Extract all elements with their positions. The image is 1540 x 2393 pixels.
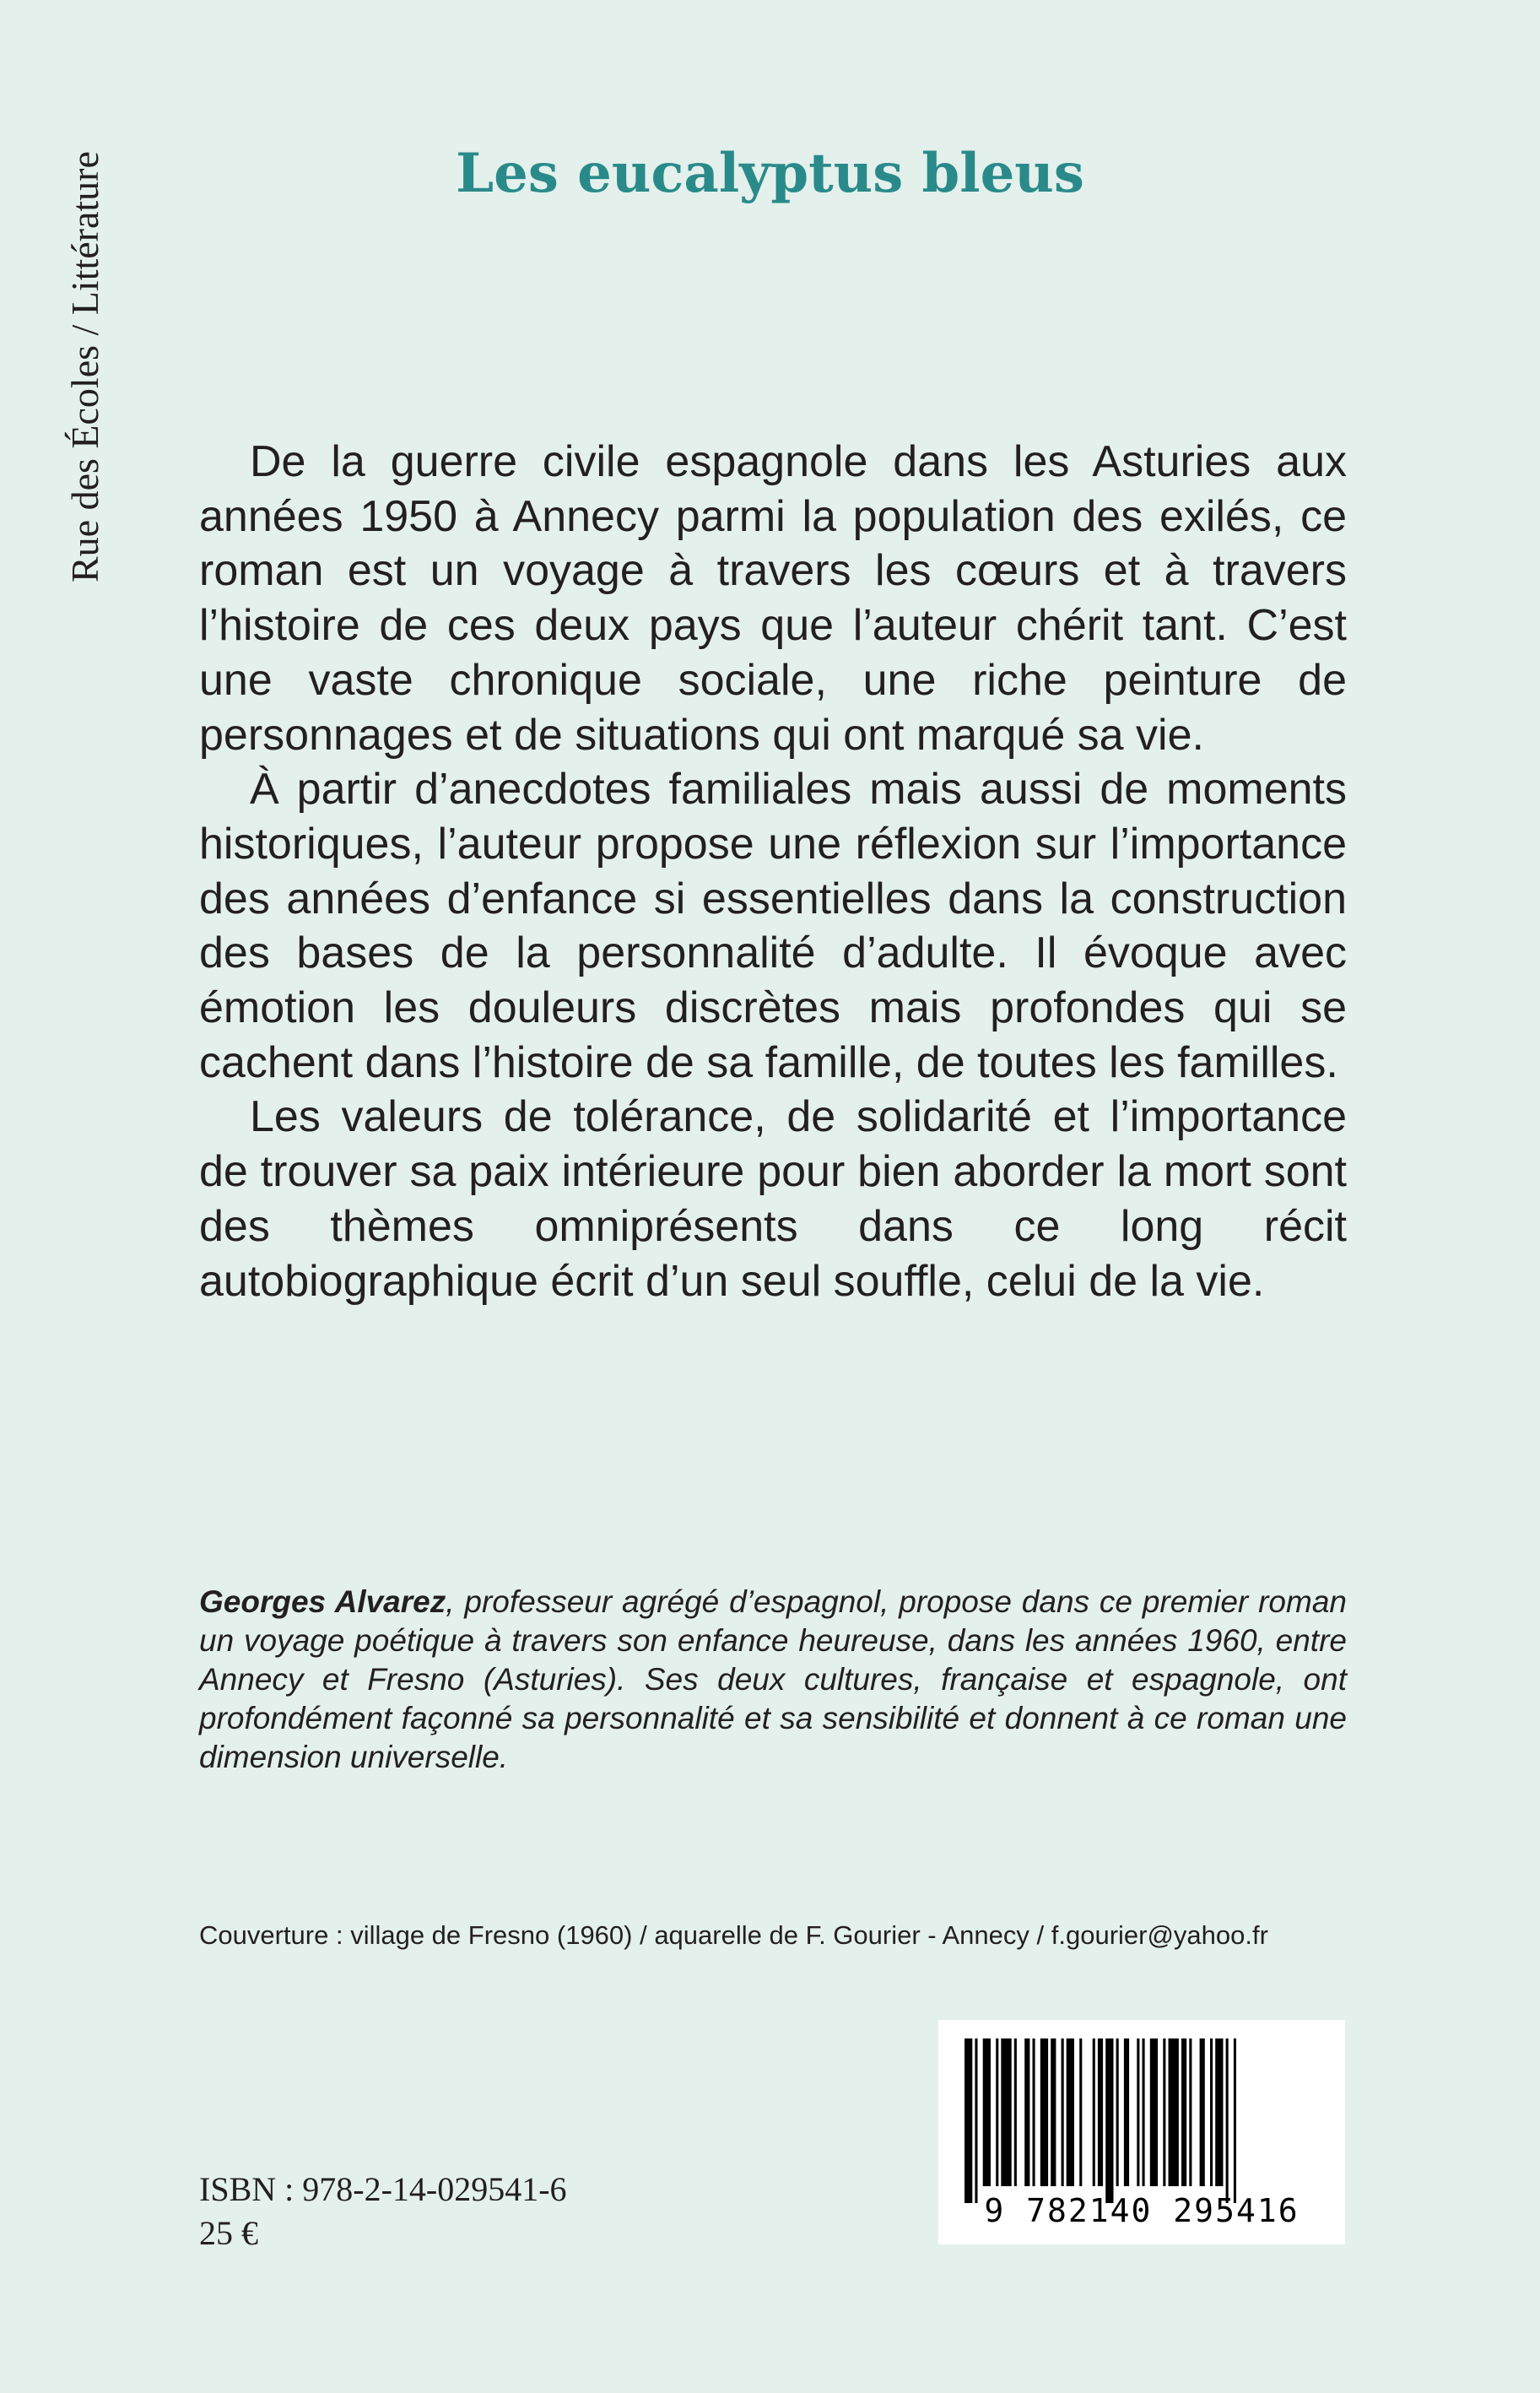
barcode-bar: [1040, 2038, 1048, 2186]
barcode-bar: [1067, 2038, 1074, 2186]
barcode-bar: [1210, 2038, 1213, 2186]
barcode-bar: [1014, 2038, 1017, 2186]
book-title: Les eucalyptus bleus: [456, 142, 1084, 205]
author-bio-text: , professeur agrégé d’espagnol, propose dans ce premier roman un voyage poétique à travers son enfance heureuse, dans les années 1960, entre Annecy et Fresno (Asturies). Ses deux cultures, française et espagnole, ont profondément façonné sa personnalité et sa sensibilité et donnent à ce roman une dimension universelle.: [199, 1584, 1347, 1774]
summary-paragraph: De la guerre civile espagnole dans les Asturies aux années 1950 à Annecy parmi la population des exilés, ce roman est un voyage à travers les cœurs et à travers l’histoire de ces deux pays que l’auteur chérit tant. C’est une vaste chronique sociale, une riche peinture de personnages et de situations qui ont marqué sa vie.: [199, 437, 1347, 760]
barcode-bar: [1200, 2038, 1205, 2186]
barcode-bar: [1234, 2038, 1236, 2203]
barcode-bar: [975, 2038, 977, 2203]
barcode-bar: [1051, 2038, 1056, 2186]
price: 25 €: [199, 2214, 258, 2252]
barcode-bar: [1024, 2038, 1029, 2186]
barcode-bar: [1079, 2038, 1082, 2186]
author-name: Georges Alvarez: [199, 1584, 446, 1619]
summary-paragraph: À partir d’anecdotes familiales mais aussi de moments historiques, l’auteur propose une réflexion sur l’importance des années d’enfance si essentielles dans la construction des bases de la personnalité d’adulte. Il évoque avec émotion les douleurs discrètes mais profondes qui se cachent dans l’histoire de sa famille, de toutes les familles.: [199, 765, 1347, 1087]
summary-paragraph: Les valeurs de tolérance, de solidarité et l’importance de trouver sa paix intérieure pour bien aborder la mort sont des thèmes omniprésents dans ce long récit autobiographique écrit d’un seul souffle, celui de la vie.: [199, 1092, 1347, 1306]
barcode-bar: [1105, 2038, 1113, 2203]
barcode-bar: [1124, 2038, 1129, 2186]
barcode-bar: [1163, 2038, 1165, 2186]
barcode-bar: [1169, 2038, 1179, 2186]
barcode: [938, 2020, 1345, 2244]
barcode-bar: [1033, 2038, 1035, 2186]
barcode-bar: [1116, 2038, 1119, 2186]
barcode-bar: [1150, 2038, 1158, 2186]
barcode-bar: [996, 2038, 998, 2186]
author-bio: [199, 1583, 1347, 1777]
barcode-digits: 9 782140 295416: [984, 2192, 1300, 2229]
barcode-bar: [965, 2038, 972, 2203]
barcode-bars: [959, 2038, 1324, 2203]
barcode-bar: [983, 2038, 991, 2186]
spine-text: Rue des Écoles / Littérature: [63, 151, 106, 582]
barcode-bar: [1062, 2038, 1064, 2186]
barcode-bar: [1181, 2038, 1186, 2186]
barcode-bar: [1189, 2038, 1191, 2186]
barcode-bar: [1226, 2038, 1229, 2203]
barcode-bar: [1143, 2038, 1145, 2186]
barcode-bar: [1093, 2038, 1095, 2186]
isbn: ISBN : 978-2-14-029541-6: [199, 2170, 567, 2208]
barcode-bar: [1001, 2038, 1011, 2186]
barcode-bar: [1215, 2038, 1223, 2186]
cover-credit: Couverture : village de Fresno (1960) / aquarelle de F. Gourier - Annecy / f.gourier@yahoo.fr: [199, 1920, 1268, 1950]
barcode-bar: [1098, 2038, 1103, 2186]
isbn-block: [199, 2168, 567, 2255]
summary: [199, 435, 1347, 1308]
barcode-bar: [1137, 2038, 1139, 2186]
